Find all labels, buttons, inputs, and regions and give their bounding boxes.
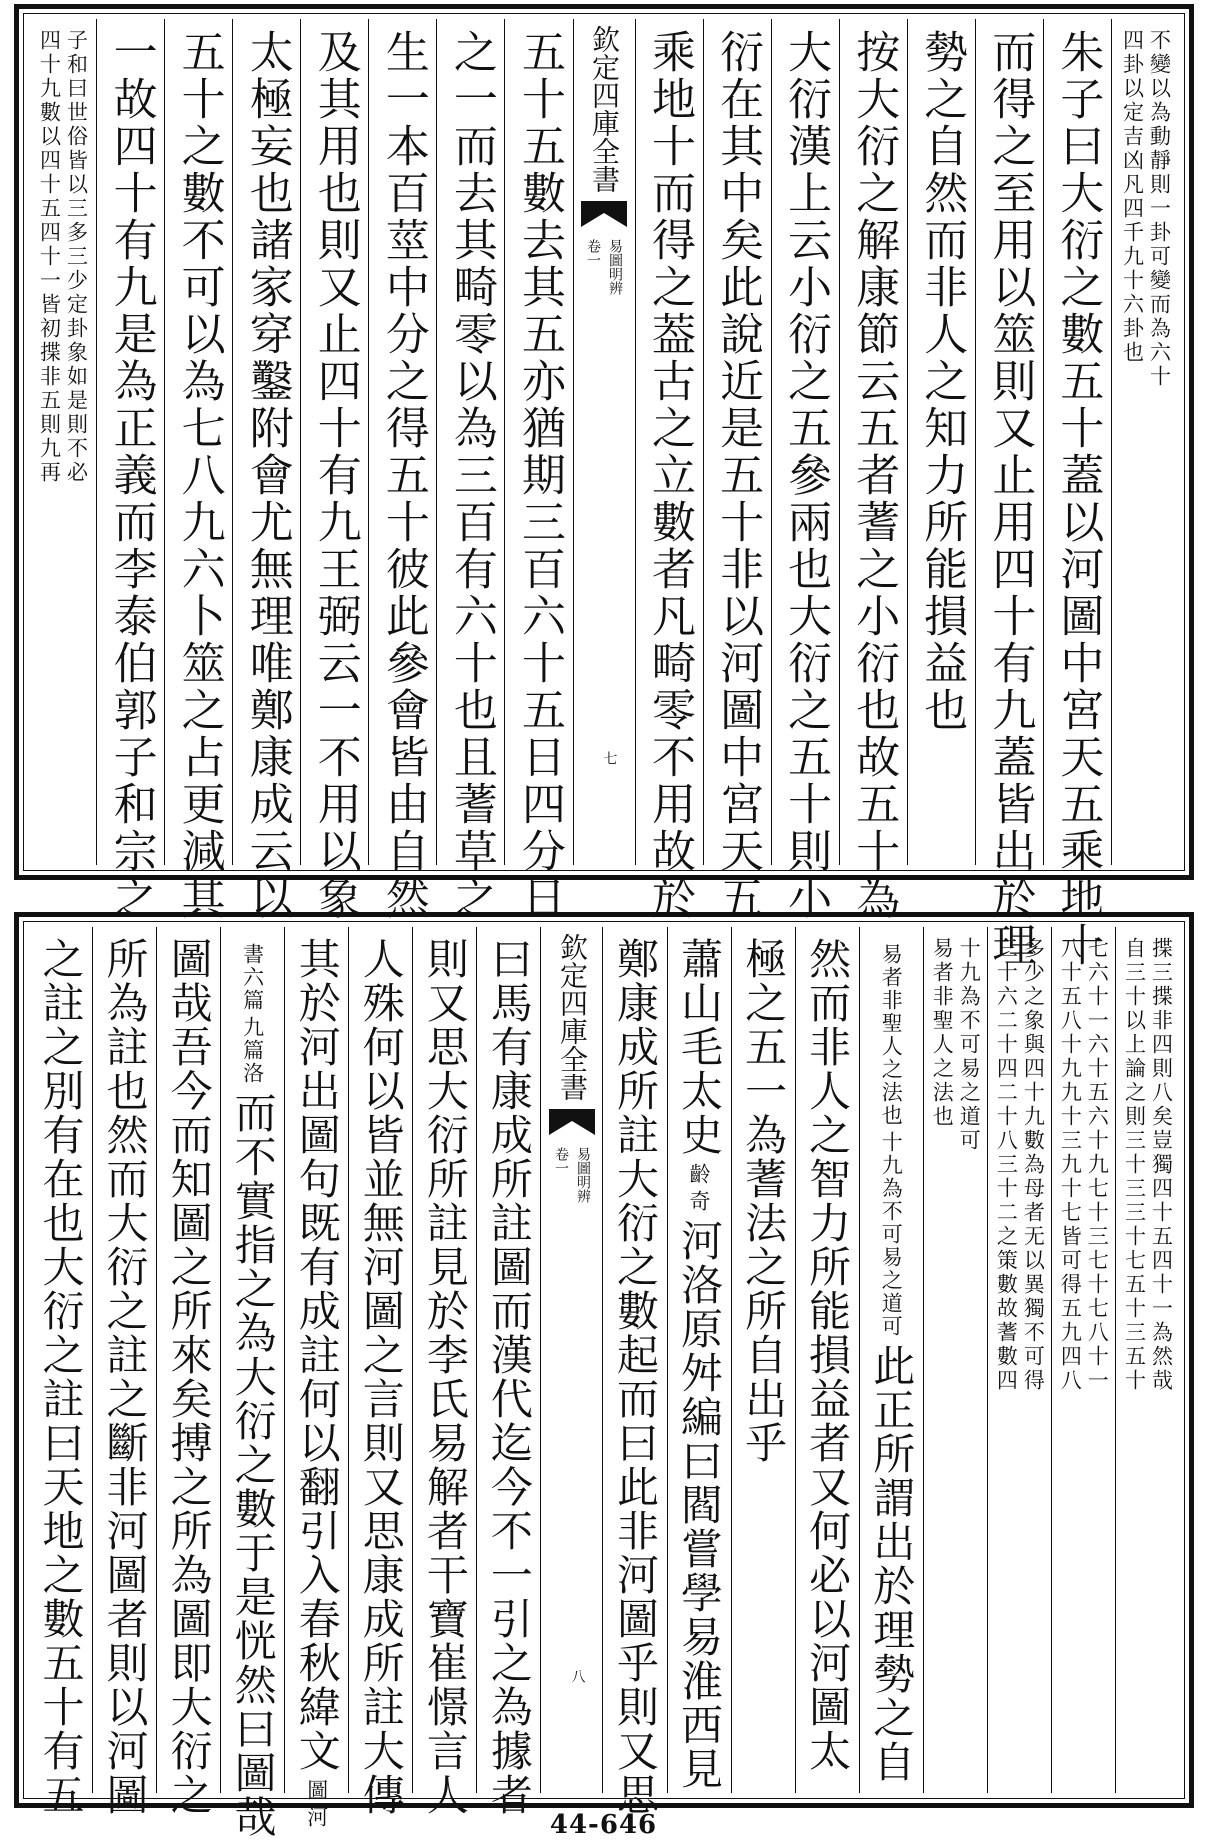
- text-column: [1051, 927, 1115, 1793]
- annotation-line: 揲三揲非四則八矣豈獨四十五四十一為然哉: [1149, 937, 1174, 1393]
- text-column: [907, 19, 975, 865]
- text-column: [368, 19, 436, 922]
- volume-text: 卷一: [552, 1147, 569, 1175]
- annotation-column: [930, 937, 982, 1793]
- annotation-line: 自三十以上論之則三十三三十七五十三五十: [1122, 937, 1147, 1393]
- column-text: 此正所謂出於理勢之自: [867, 1344, 917, 1784]
- annotation-line: 十九為不可易之道可: [879, 1131, 904, 1338]
- text-column: [1043, 19, 1111, 969]
- text-column: [156, 927, 220, 1817]
- annotation-line: 四十九數以四十五四十一皆初揲非五則九再: [37, 29, 62, 485]
- text-column: [476, 927, 540, 1817]
- page-number: 44-646: [549, 1810, 658, 1840]
- fish-tail-mark-icon: [547, 1107, 597, 1137]
- annotation-pair: [242, 943, 263, 1085]
- annotation-column: [39, 29, 87, 865]
- annotation-line: 子和曰世俗皆以三多三少定卦象如是則不必: [64, 29, 89, 485]
- text-column: [220, 927, 284, 1839]
- column-text: 五十五數去其五亦猶期三百六十五日四分日: [513, 29, 565, 922]
- column-text: 鄭康成所註大衍之數起而曰此非河圖乎則又思: [610, 937, 660, 1817]
- annotation-line: 易者非聖人之法也: [930, 937, 955, 1129]
- leaf-number: 七: [601, 751, 618, 765]
- text-column: [300, 19, 368, 922]
- column-text: 曰馬有康成所註圖而漢代迄今不一引之為據者: [484, 937, 534, 1817]
- annotation-column: [1122, 937, 1174, 1793]
- annotation-column: [1120, 29, 1172, 865]
- column-text: 按大衍之解康節云五者蓍之小衍也故五十為: [848, 29, 900, 922]
- book-title: 欽定四庫全書: [588, 25, 621, 193]
- book-subtitle: [583, 239, 625, 295]
- subtitle-text: 易圖明辨: [607, 239, 623, 295]
- text-column: [29, 927, 92, 1817]
- mixed-column: [228, 937, 278, 1839]
- text-column: [987, 927, 1051, 1793]
- column-text: 及其用也則又止四十有九王弼云一不用以象: [309, 29, 361, 922]
- text-column: [1111, 19, 1179, 865]
- annotation-line: 四卦以定吉凶凡四千九十六卦也: [1120, 29, 1145, 365]
- column-text: 所為註也然而大衍之註之斷非河圖者則以河圖: [100, 937, 150, 1817]
- annotation-line: 不變以為動靜則一卦可變而為六十: [1147, 29, 1172, 389]
- column-text: 圖哉吾今而知圖之所來矣搏之所為圖即大衍之: [164, 937, 214, 1817]
- annotation-line: 三十六二十四二十八三十二之策數故蓍數四: [994, 937, 1019, 1393]
- text-column: [232, 19, 300, 922]
- column-text: 生一本百莖中分之得五十彼此參會皆由自然: [377, 29, 429, 922]
- subtitle-text: 易圖明辨: [574, 1147, 591, 1203]
- annotation-line: 易者非聖人之法也: [879, 943, 904, 1127]
- annotation-line: 書六篇: [240, 943, 265, 1012]
- annotation-line: 十九為不可易之道可: [957, 937, 982, 1153]
- column-text: 人殊何以皆並無河圖之言則又思康成所註大傳: [356, 937, 406, 1817]
- text-column: [602, 927, 666, 1817]
- text-column: [975, 19, 1043, 969]
- column-text: 蕭山毛太史: [675, 937, 725, 1157]
- column-text: 一故四十有九是為正義而李泰伯郭子和宗之: [105, 29, 157, 922]
- column-text: 五十之數不可以為七八九六卜筮之占更減其: [173, 29, 225, 922]
- text-column: [703, 19, 771, 922]
- text-column: [839, 19, 907, 922]
- text-column: [348, 927, 412, 1817]
- column-text: 衍在其中矣此說近是五十非以河圖中宮天五: [712, 29, 764, 922]
- center-gutter: [540, 927, 602, 1793]
- column-text: 極之五一為蓍法之所自出乎: [739, 937, 789, 1465]
- text-column: [96, 19, 164, 922]
- annotation-line: 河: [304, 1806, 329, 1829]
- center-gutter: [573, 19, 635, 865]
- annotation-line: 九篇洛: [240, 1016, 265, 1085]
- top-page-columns: [29, 19, 1179, 969]
- column-text: 之註之別有在也大衍之註曰天地之數五十有五: [36, 937, 86, 1817]
- annotation-pair: [879, 943, 904, 1338]
- text-column: [1115, 927, 1179, 1793]
- mixed-column: [292, 937, 342, 1829]
- annotation-line: 奇: [687, 1190, 712, 1213]
- text-column: [164, 19, 232, 922]
- book-subtitle: [551, 1147, 593, 1203]
- column-text: 則又思大衍所註見於李氏易解者干寶崔憬言人: [420, 937, 470, 1817]
- book-title: 欽定四庫全書: [555, 933, 589, 1101]
- text-column: [795, 927, 859, 1793]
- top-page-frame: [14, 4, 1194, 969]
- column-text: 大衍漢上云小衍之五參兩也大衍之五十則小: [780, 29, 832, 922]
- annotation-line: 七六十一六十五六十九七十三七十七八十一: [1085, 937, 1110, 1393]
- column-text: 朱子曰大衍之數五十蓋以河圖中宮天五乘地十: [1052, 29, 1104, 969]
- mixed-column: [867, 937, 917, 1793]
- column-text: 而不實指之為大衍之數于是恍然曰圖哉: [228, 1091, 278, 1839]
- column-text: 然而非人之智力所能損益者又何必以河圖太: [803, 937, 853, 1773]
- text-column: [923, 927, 987, 1793]
- annotation-pair: [687, 1163, 712, 1213]
- column-text: 之一而去其畸零以為三百有六十也且蓍草之: [445, 29, 497, 922]
- text-column: [29, 19, 96, 865]
- text-column: [412, 927, 476, 1817]
- annotation-column: [994, 937, 1046, 1793]
- text-column: [859, 927, 923, 1793]
- column-text: 勢之自然而非人之知力所能損益也: [916, 29, 968, 734]
- text-column: [284, 927, 348, 1829]
- text-column: [635, 19, 703, 922]
- leaf-number: 八: [569, 1669, 586, 1683]
- mixed-column: [675, 937, 725, 1793]
- annotation-line: 圖: [304, 1779, 329, 1802]
- text-column: [771, 19, 839, 922]
- volume-text: 卷一: [585, 239, 601, 267]
- text-column: [436, 19, 504, 922]
- annotation-line: 多少之象與四十九數為母者无以異獨不可得: [1021, 937, 1046, 1393]
- text-column: [731, 927, 795, 1793]
- column-text: 太極妄也諸家穿鑿附會尤無理唯鄭康成云以: [241, 29, 293, 922]
- column-text: 而得之至用以筮則又止用四十有九蓋皆出於理: [984, 29, 1036, 969]
- text-column: [92, 927, 156, 1817]
- annotation-line: 八十五八十九九十三九十七皆可得五九四八: [1058, 937, 1083, 1393]
- text-column: [504, 19, 572, 922]
- column-text: 其於河出圖句既有成註何以翻引入春秋緯文: [292, 937, 342, 1773]
- column-text: 乘地十而得之葢古之立數者凡畸零不用故於: [644, 29, 696, 922]
- column-text: 河洛原舛編曰閻嘗學易淮西見: [675, 1219, 725, 1791]
- text-column: [667, 927, 731, 1793]
- fish-tail-mark-icon: [579, 199, 629, 229]
- annotation-line: 齡: [687, 1163, 712, 1186]
- annotation-column: [1058, 937, 1110, 1793]
